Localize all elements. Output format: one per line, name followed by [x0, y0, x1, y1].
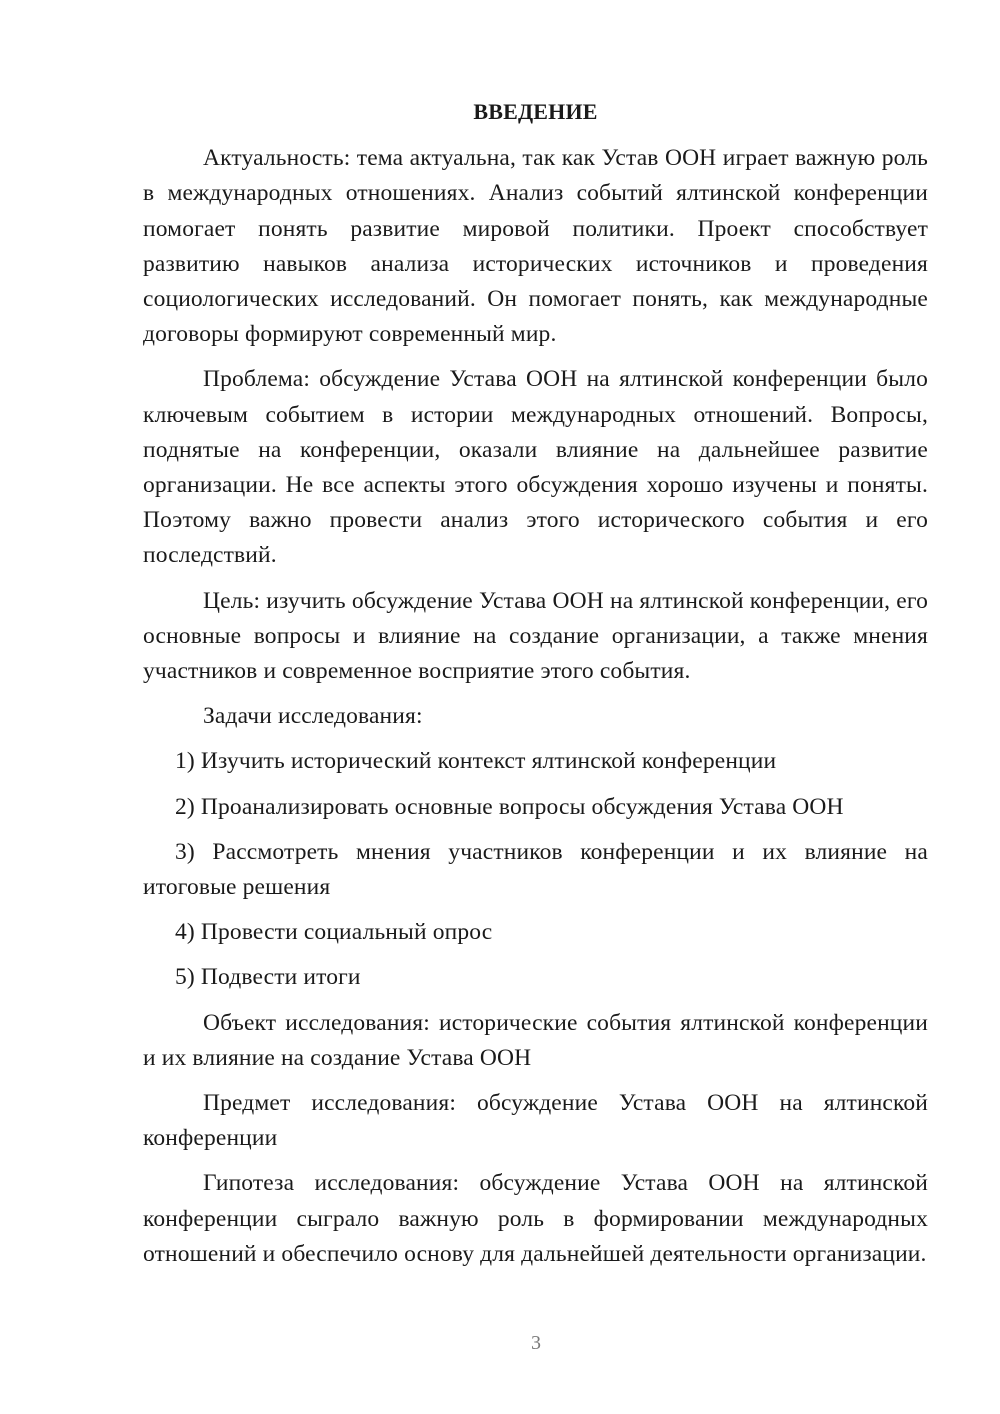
paragraph-subject: Предмет исследования: обсуждение Устава ООН на ялтинской конференции [143, 1090, 928, 1152]
task-item-5: 5) Подвести итоги [175, 964, 361, 991]
task-item-1: 1) Изучить исторический контекст ялтинской конференции [175, 748, 777, 775]
paragraph-hypothesis: Гипотеза исследования: обсуждение Устава ООН на ялтинской конференции сыграло важную роль в формировании международных отношений и обеспечило основу для дальнейшей деятельности организации. [143, 1170, 928, 1267]
section-title: ВВЕДЕНИЕ [473, 99, 598, 124]
paragraph-object: Объект исследования: исторические события ялтинской конференции и их влияние на создание Устава ООН [143, 1009, 928, 1071]
paragraph-goal: Цель: изучить обсуждение Устава ООН на ялтинской конференции, его основные вопросы и влияние на создание организации, а также мнения участников и современное восприятие этого события. [143, 587, 928, 685]
tasks-heading: Задачи исследования: [203, 703, 423, 730]
task-item-4: 4) Провести социальный опрос [175, 919, 493, 946]
paragraph-problem: Проблема: обсуждение Устава ООН на ялтинской конференции было ключевым событием в истории международных отношений. Вопросы, поднятые на конференции, оказали влияние на дальнейшее развитие организации. Не все аспекты этого обсуждения хорошо изучены и поняты. Поэтому важно провести анализ этого исторического события и его последствий. [143, 366, 928, 569]
task-item-3: 3) Рассмотреть мнения участников конференции и их влияние на итоговые решения [143, 838, 928, 901]
tasks-list [143, 744, 928, 995]
page-number: 3 [531, 1332, 541, 1354]
task-item-2: 2) Проанализировать основные вопросы обсуждения Устава ООН [175, 793, 844, 820]
document-body [143, 94, 928, 1282]
paragraph-relevance: Актуальность: тема актуальна, так как Устав ООН играет важную роль в международных отношениях. Анализ событий ялтинской конференции помогает понять развитие мировой политики. Проект способствует развитию навыков анализа исторических источников и проведения социологических исследований. Он помогает понять, как международные договоры формируют современный мир. [143, 145, 928, 348]
